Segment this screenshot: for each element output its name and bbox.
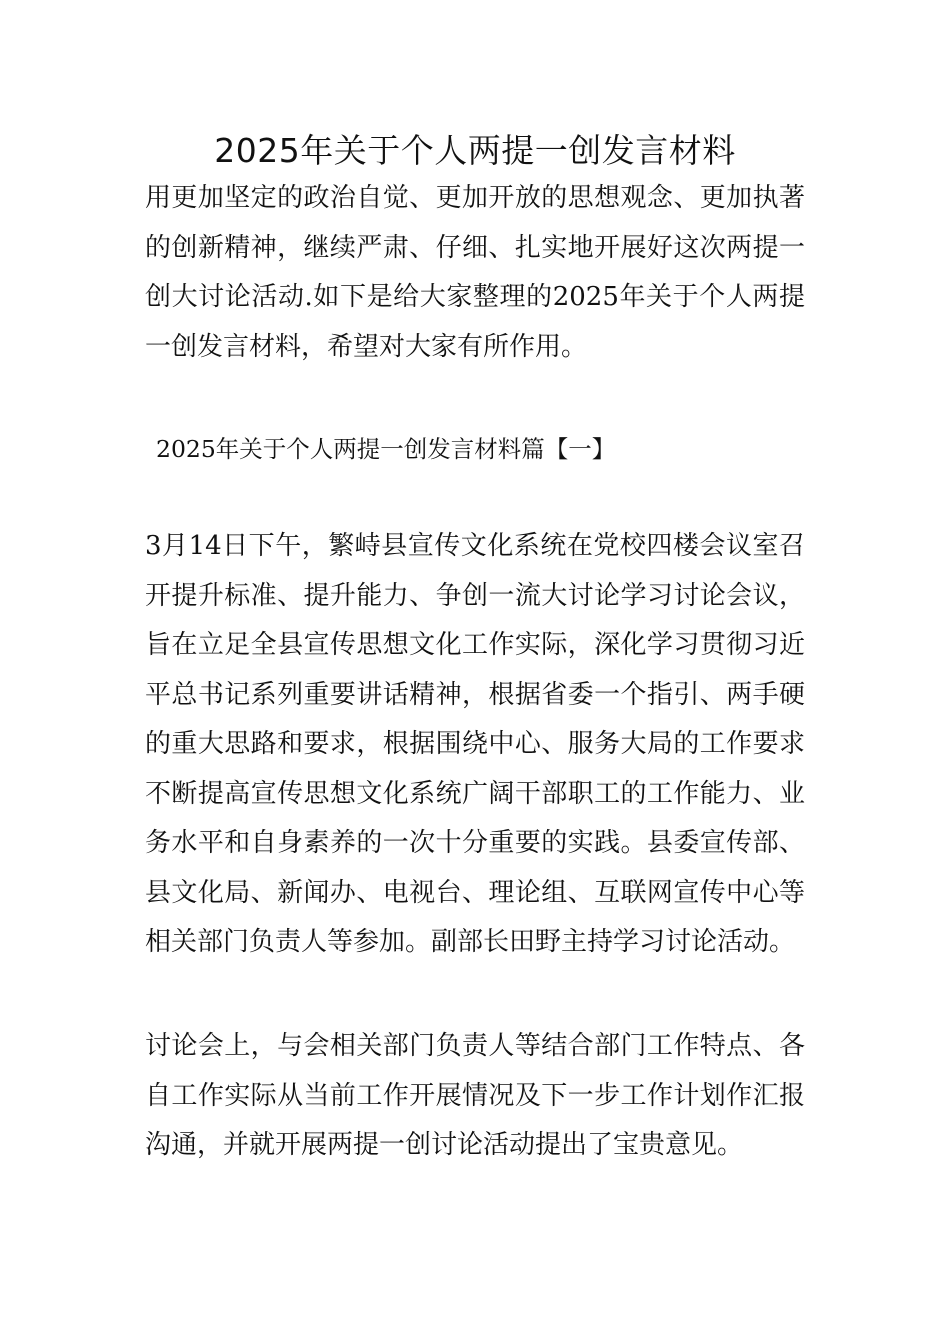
body-paragraph-2: 讨论会上，与会相关部门负责人等结合部门工作特点、各自工作实际从当前工作开展情况及下一步工作计划作汇报沟通，并就开展两提一创讨论活动提出了宝贵意见。 [145,1031,805,1160]
section-heading: 2025年关于个人两提一创发言材料篇【一】 [156,435,616,463]
body-paragraph-1: 3月14日下午，繁峙县宣传文化系统在党校四楼会议室召开提升标准、提升能力、争创一流大讨论学习讨论会议，旨在立足全县宣传思想文化工作实际，深化学习贯彻习近平总书记系列重要讲话精神，根据省委一个指引、两手硬的重大思路和要求，根据围绕中心、服务大局的工作要求不断提高宣传思想文化系统广阔干部职工的工作能力、业务水平和自身素养的一次十分重要的实践。县委宣传部、县文化局、新闻办、电视台、理论组、互联网宣传中心等相关部门负责人等参加。副部长田野主持学习讨论活动。 [145,531,805,957]
document-title: 2025年关于个人两提一创发言材料 [214,131,736,170]
intro-paragraph: 用更加坚定的政治自觉、更加开放的思想观念、更加执著的创新精神，继续严肃、仔细、扎实地开展好这次两提一创大讨论活动.如下是给大家整理的2025年关于个人两提一创发言材料，希望对大家有所作用。 [145,183,805,362]
